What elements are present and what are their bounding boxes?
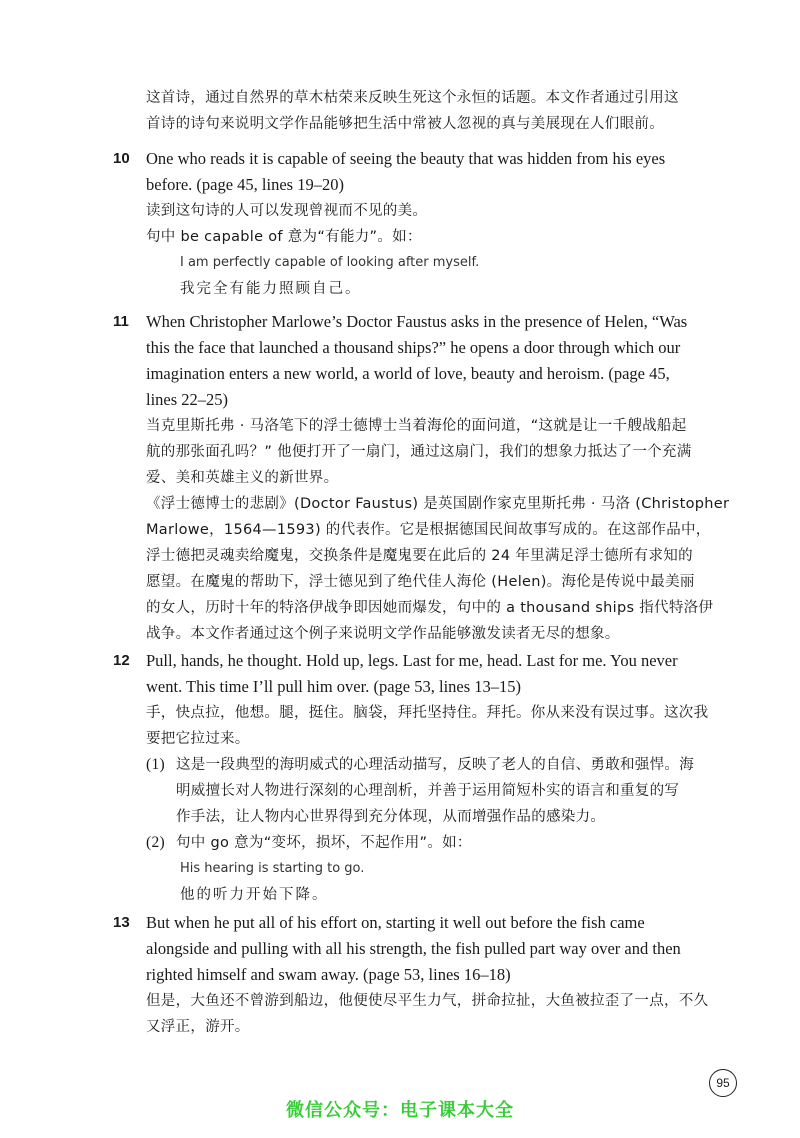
sub-text-line: 作手法，让人物内心世界得到充分体现，从而增强作品的感染力。 — [176, 809, 606, 825]
note-en-line: before. (page 45, lines 19–20) — [146, 175, 344, 194]
note-zh-line: 当克里斯托弗 · 马洛笔下的浮士德博士当着海伦的面问道，“这就是让一千艘战船起 — [146, 418, 687, 434]
example-en: I am perfectly capable of looking after myself. — [180, 255, 480, 270]
note-en-line: lines 22–25) — [146, 390, 229, 409]
intro-line: 首诗的诗句来说明文学作品能够把生活中常被人忽视的真与美展现在人们眼前。 — [146, 116, 664, 132]
sub-text-line: 明威擅长对人物进行深刻的心理剖析，并善于运用简短朴实的语言和重复的写 — [176, 783, 680, 799]
note-10 — [146, 146, 680, 302]
sub-label: (1) — [146, 756, 165, 773]
sub-label: (2) — [146, 834, 165, 851]
page-number: 95 — [709, 1069, 737, 1097]
note-zh-line: Marlowe，1564—1593) 的代表作。它是根据德国民间故事写成的。在这部作品中， — [146, 522, 711, 538]
note-en-line: went. This time I’ll pull him over. (page 53, lines 13–15) — [146, 677, 522, 696]
note-en-line: When Christopher Marlowe’s Doctor Faustus asks in the presence of Helen, “Was — [146, 312, 688, 331]
note-zh-line: 要把它拉过来。 — [146, 731, 250, 747]
note-en-line: alongside and pulling with all his strength, the fish pulled part way over and then — [146, 939, 681, 958]
note-number-13: 13 — [113, 914, 130, 931]
note-12 — [146, 648, 709, 908]
note-number-12: 12 — [113, 652, 130, 669]
note-zh-line: 但是，大鱼还不曾游到船边，他便使尽平生力气，拼命拉扯，大鱼被拉歪了一点，不久 — [146, 993, 709, 1009]
note-zh-line: 句中 be capable of 意为“有能力”。如： — [146, 229, 422, 245]
note-zh-line: 战争。本文作者通过这个例子来说明文学作品能够激发读者无尽的想象。 — [146, 626, 620, 642]
note-13 — [146, 910, 709, 1040]
sub-text: 这是一段典型的海明威式的心理活动描写，反映了老人的自信、勇敢和强悍。海 — [176, 757, 694, 773]
sub-item-1 — [146, 752, 694, 778]
note-11 — [146, 309, 730, 647]
note-zh-line: 手，快点拉，他想。腿，挺住。脑袋，拜托坚持住。拜托。你从来没有误过事。这次我 — [146, 705, 709, 721]
note-zh-line: 航的那张面孔吗？” 他便打开了一扇门，通过这扇门，我们的想象力抵达了一个充满 — [146, 444, 692, 460]
note-zh-line: 浮士德把灵魂卖给魔鬼，交换条件是魔鬼要在此后的 24 年里满足浮士德所有求知的 — [146, 548, 693, 564]
note-en-line: One who reads it is capable of seeing the beauty that was hidden from his eyes — [146, 149, 666, 168]
note-en-line: this the face that launched a thousand ships?” he opens a door through which our — [146, 338, 681, 357]
footer-watermark: 微信公众号：电子课本大全 — [286, 1100, 514, 1121]
note-zh-line: 的女人，历时十年的特洛伊战争即因她而爆发，句中的 a thousand ships 指代特洛伊 — [146, 600, 714, 616]
note-number-10: 10 — [113, 150, 130, 167]
note-en-line: imagination enters a new world, a world of love, beauty and heroism. (page 45, — [146, 364, 670, 383]
note-zh-line: 又浮正，游开。 — [146, 1019, 250, 1035]
note-zh-line: 愿望。在魔鬼的帮助下，浮士德见到了绝代佳人海伦 (Helen)。海伦是传说中最美丽 — [146, 574, 695, 590]
sub-text: 句中 go 意为“变坏，损坏，不起作用”。如： — [176, 835, 472, 851]
example-zh: 他的听力开始下降。 — [180, 887, 329, 903]
note-en-line: But when he put all of his effort on, starting it well out before the fish came — [146, 913, 645, 932]
intro-line: 这首诗，通过自然界的草木枯荣来反映生死这个永恒的话题。本文作者通过引用这 — [146, 90, 679, 106]
note-zh-line: 《浮士德博士的悲剧》(Doctor Faustus) 是英国剧作家克里斯托弗 · 马洛 (Christopher — [146, 496, 730, 512]
sub-item-2 — [146, 830, 680, 856]
example-zh: 我完全有能力照顾自己。 — [180, 281, 362, 297]
note-zh-line: 爱、美和英雄主义的新世界。 — [146, 470, 339, 486]
note-en-line: Pull, hands, he thought. Hold up, legs. Last for me, head. Last for me. You never — [146, 651, 678, 670]
note-en-line: righted himself and swam away. (page 53, lines 16–18) — [146, 965, 511, 984]
note-zh-line: 读到这句诗的人可以发现曾视而不见的美。 — [146, 203, 428, 219]
intro-paragraph — [146, 85, 680, 137]
example-en: His hearing is starting to go. — [180, 861, 365, 876]
note-number-11: 11 — [113, 313, 129, 330]
